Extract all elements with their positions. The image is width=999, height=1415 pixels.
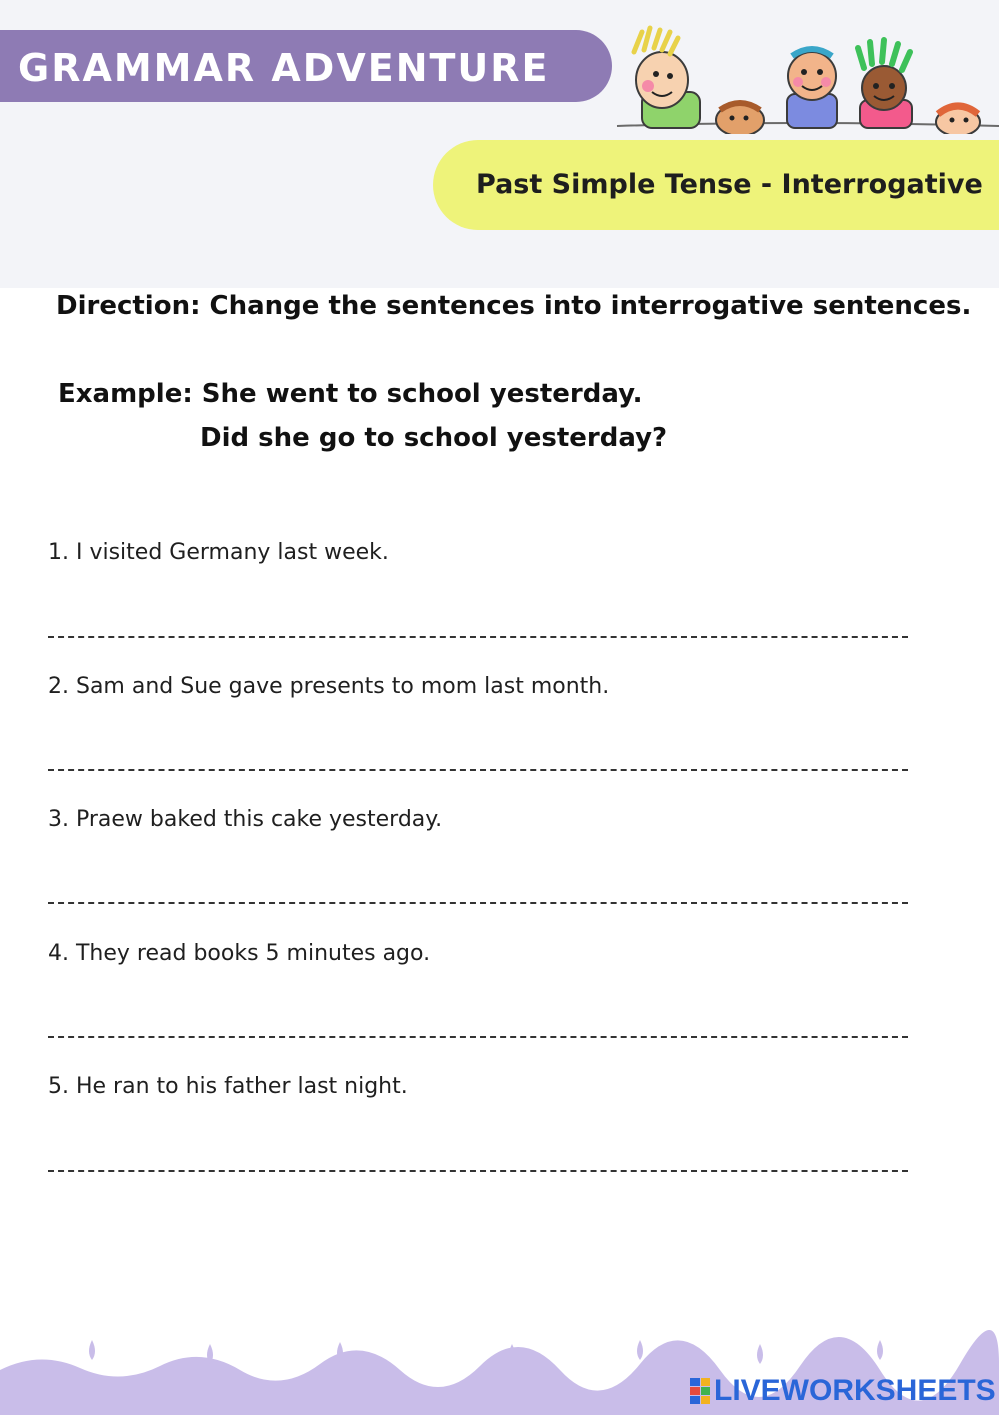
question-2: 2. Sam and Sue gave presents to mom last month.: [48, 674, 610, 699]
answer-line-4[interactable]: [48, 1002, 908, 1038]
example-sentence: Example: She went to school yesterday.: [58, 379, 643, 409]
liveworksheets-logo-icon: [690, 1378, 710, 1404]
brand-name: LIVEWORKSHEETS: [714, 1374, 996, 1407]
example-answer: Did she go to school yesterday?: [200, 423, 668, 453]
question-3: 3. Praew baked this cake yesterday.: [48, 807, 443, 832]
question-5: 5. He ran to his father last night.: [48, 1074, 408, 1099]
answer-line-3[interactable]: [48, 868, 908, 904]
answer-line-1[interactable]: [48, 602, 908, 638]
question-1: 1. I visited Germany last week.: [48, 540, 389, 565]
page-title: GRAMMAR ADVENTURE: [18, 46, 550, 90]
liveworksheets-logo[interactable]: [690, 1373, 996, 1409]
answer-line-2[interactable]: [48, 735, 908, 771]
direction-text: Direction: Change the sentences into interrogative sentences.: [56, 291, 972, 321]
answer-line-5[interactable]: [48, 1136, 908, 1172]
question-4: 4. They read books 5 minutes ago.: [48, 941, 431, 966]
subtitle: Past Simple Tense - Interrogative: [476, 169, 983, 200]
kids-illustration: [612, 22, 999, 134]
